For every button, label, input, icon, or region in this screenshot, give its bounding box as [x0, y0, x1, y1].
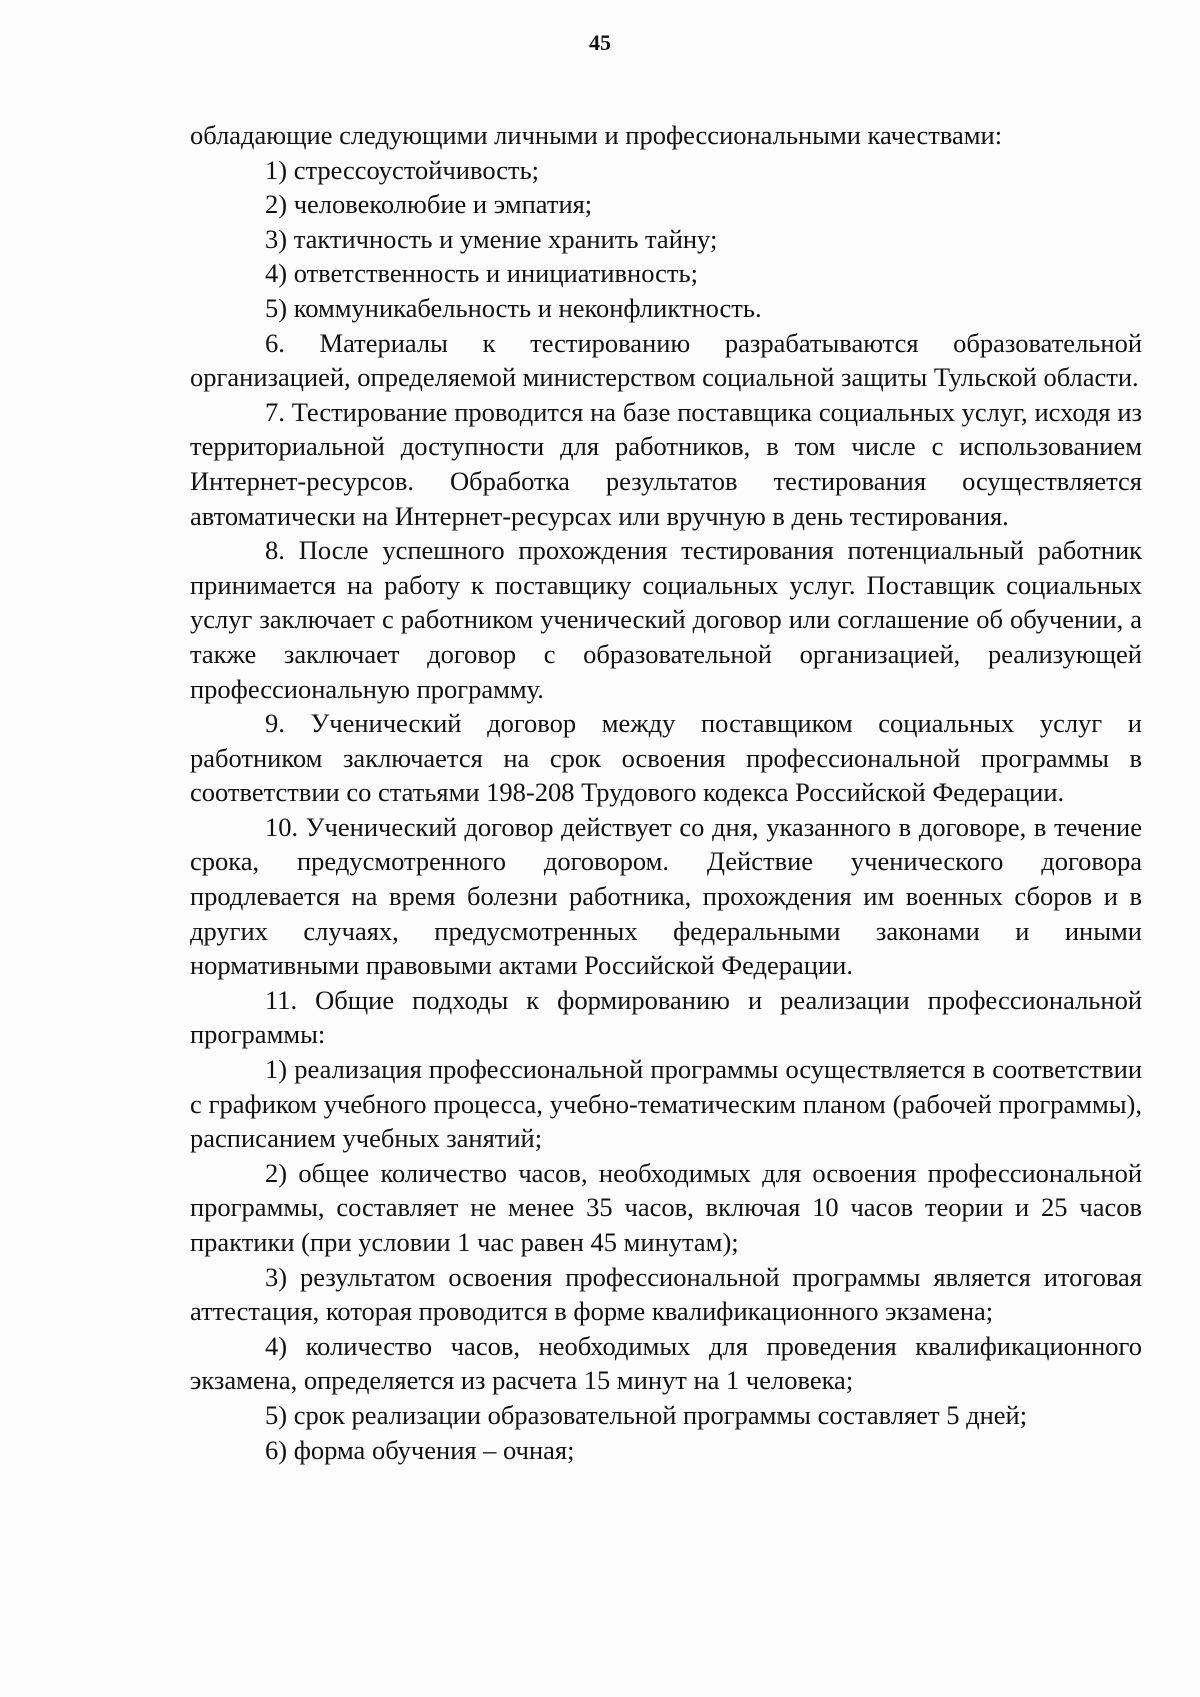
- paragraph: 2) общее количество часов, необходимых для освоения профессиональной программы, составляет не менее 35 часов, включая 10 часов теории и 25 часов практики (при условии 1 час равен 45 минутам);: [190, 1157, 1142, 1257]
- paragraph: 10. Ученический договор действует со дня, указанного в договоре, в течение срока, предусмотренного договором. Действие ученического договора продлевается на время болезни работника, прохождения им военных сборов и в других случаях, предусмотренных федеральными законами и иными нормативными правовыми актами Российской Федерации.: [190, 811, 1142, 981]
- paragraph: 5) коммуникабельность и неконфликтность.: [265, 292, 762, 323]
- paragraph: 6) форма обучения – очная;: [265, 1434, 575, 1465]
- paragraph: 7. Тестирование проводится на базе поставщика социальных услуг, исходя из территориальной доступности для работников, в том числе с использованием Интернет-ресурсов. Обработка результатов тестирования осуществляется автоматически на Интернет-ресурсах или вручную в день тестирования.: [190, 396, 1142, 531]
- paragraph: 4) количество часов, необходимых для проведения квалификационного экзамена, определяется из расчета 15 минут на 1 человека;: [190, 1330, 1142, 1396]
- page-number: 45: [589, 30, 611, 55]
- paragraph: 3) тактичность и умение хранить тайну;: [265, 223, 718, 254]
- paragraph: 3) результатом освоения профессиональной программы является итоговая аттестация, которая проводится в форме квалификационного экзамена;: [190, 1261, 1142, 1327]
- paragraph: 2) человеколюбие и эмпатия;: [265, 189, 593, 220]
- paragraph: 9. Ученический договор между поставщиком социальных услуг и работником заключается на срок освоения профессиональной программы в соответствии со статьями 198-208 Трудового кодекса Российской Федерации.: [190, 708, 1142, 808]
- paragraph: 11. Общие подходы к формированию и реализации профессиональной программы:: [190, 984, 1142, 1050]
- paragraph: 6. Материалы к тестированию разрабатываются образовательной организацией, определяемой министерством социальной защиты Тульской области.: [190, 327, 1142, 393]
- paragraph: 8. После успешного прохождения тестирования потенциальный работник принимается на работу к поставщику социальных услуг. Поставщик социальных услуг заключает с работником ученический договор или соглашение об обучении, а также заключает договор с образовательной организацией, реализующей профессиональную программу.: [190, 535, 1142, 704]
- paragraph: 4) ответственность и инициативность;: [265, 258, 698, 289]
- document-body: [190, 118, 1142, 1467]
- paragraph: 5) срок реализации образовательной программы составляет 5 дней;: [265, 1399, 1028, 1430]
- paragraph: 1) стрессоустойчивость;: [265, 154, 540, 185]
- paragraph: обладающие следующими личными и профессиональными качествами:: [190, 120, 1003, 150]
- paragraph: 1) реализация профессиональной программы осуществляется в соответствии с графиком учебного процесса, учебно-тематическим планом (рабочей программы), расписанием учебных занятий;: [190, 1054, 1142, 1154]
